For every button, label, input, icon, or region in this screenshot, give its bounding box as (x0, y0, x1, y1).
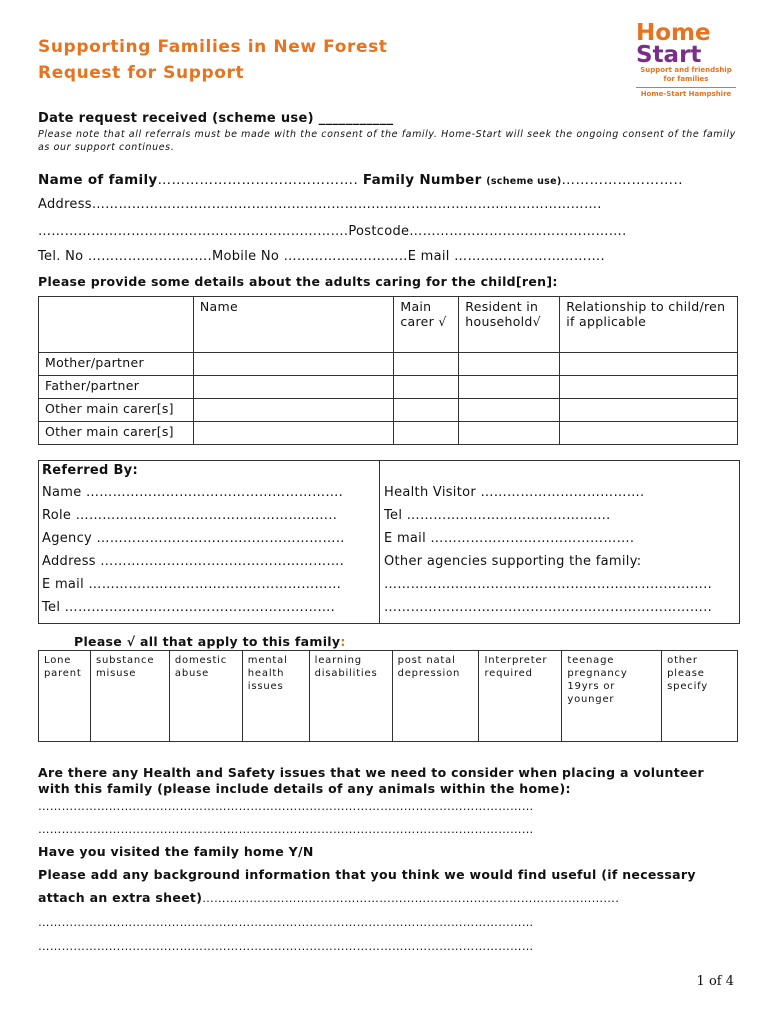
adults-header-resident: Resident in household√ (459, 297, 560, 353)
referrer-address-field[interactable]: Address ………………………………………………. (42, 554, 345, 569)
health-visitor-email-field[interactable]: E mail ………………………………………. (384, 531, 635, 546)
health-visitor-field[interactable]: Health Visitor ………………………………. (384, 485, 645, 500)
needs-heading-text: Please √ all that apply to this family (74, 634, 341, 649)
adults-header-blank (39, 297, 194, 353)
visited-home-question[interactable]: Have you visited the family home Y/N (38, 844, 314, 859)
email-field[interactable]: ……………………………. (454, 249, 605, 264)
family-name-label: Name of family (38, 172, 158, 188)
adult-name-cell[interactable] (193, 399, 394, 422)
background-question: Please add any background information that you think we would find useful (if necessary (38, 867, 696, 882)
health-safety-field-1[interactable]: ……………………………………………………………………………………………………………… (38, 799, 534, 813)
relationship-cell[interactable] (560, 399, 738, 422)
main-carer-cell[interactable] (394, 353, 459, 376)
referrer-name-field[interactable]: Name …………………………………………………. (42, 485, 344, 500)
need-substance-misuse[interactable]: substance misuse (90, 651, 169, 742)
main-carer-cell[interactable] (394, 422, 459, 445)
background-field-2[interactable]: ……………………………………………………………………………………………………………… (38, 915, 534, 929)
title-line-1: Supporting Families in New Forest (38, 37, 388, 57)
other-agencies-field-1[interactable]: ……………………………………………………………….. (384, 577, 713, 592)
main-carer-cell[interactable] (394, 376, 459, 399)
other-agencies-field-2[interactable]: ……………………………………………………………….. (384, 600, 713, 615)
background-row (38, 890, 619, 906)
needs-table (38, 650, 738, 742)
adults-header-main-carer: Main carer √ (394, 297, 459, 353)
need-teenage-pregnancy[interactable]: teenage pregnancy 19yrs or younger (562, 651, 662, 742)
adults-table (38, 296, 738, 445)
background-field-1[interactable]: ……………………………………………………………………………………………. (202, 891, 620, 905)
family-number-scheme-note: (scheme use) (486, 176, 562, 187)
referred-divider (379, 461, 380, 623)
adults-header-relationship: Relationship to child/ren if applicable (560, 297, 738, 353)
needs-heading-colon: : (340, 634, 346, 649)
background-field-3[interactable]: ……………………………………………………………………………………………………………… (38, 939, 534, 953)
health-visitor-tel-field[interactable]: Tel ………………………………………. (384, 508, 611, 523)
need-lone-parent[interactable]: Lone parent (39, 651, 91, 742)
needs-heading (74, 634, 346, 649)
adults-header-name: Name (193, 297, 394, 353)
resident-cell[interactable] (459, 376, 560, 399)
tel-label: Tel. No (38, 249, 84, 264)
referrer-role-field[interactable]: Role ………………………………………………….. (42, 508, 338, 523)
adult-role-label: Other main carer[s] (39, 422, 194, 445)
referrer-tel-field[interactable]: Tel ……………………………………………………. (42, 600, 336, 615)
contact-row (38, 249, 605, 264)
relationship-cell[interactable] (560, 353, 738, 376)
family-number-label: Family Number (362, 172, 482, 188)
other-agencies-label: Other agencies supporting the family: (384, 554, 642, 569)
need-post-natal-depression[interactable]: post natal depression (392, 651, 479, 742)
resident-cell[interactable] (459, 353, 560, 376)
mobile-field[interactable]: ………………..…….. (283, 249, 408, 264)
postcode-label: Postcode (348, 224, 410, 239)
logo-word-home: Home (636, 20, 711, 46)
health-safety-field-2[interactable]: ……………………………………………………………………………………………………………… (38, 822, 534, 836)
table-row (39, 399, 738, 422)
date-received-field[interactable]: Date request received (scheme use) ___________ (38, 111, 394, 126)
adult-name-cell[interactable] (193, 422, 394, 445)
needs-row (39, 651, 738, 742)
adult-role-label: Father/partner (39, 376, 194, 399)
postcode-row (38, 224, 627, 239)
table-row (39, 353, 738, 376)
relationship-cell[interactable] (560, 376, 738, 399)
need-interpreter[interactable]: Interpreter required (479, 651, 562, 742)
adults-header-row (39, 297, 738, 353)
logo-tagline-line-2: for families (663, 75, 709, 83)
need-other[interactable]: other please specify (662, 651, 738, 742)
email-label: E mail (407, 249, 450, 264)
title-line-2: Request for Support (38, 63, 245, 83)
main-carer-cell[interactable] (394, 399, 459, 422)
address-line-2-field[interactable]: ……………………………………………………………. (38, 224, 349, 239)
relationship-cell[interactable] (560, 422, 738, 445)
logo-tagline-line-1: Support and friendship (640, 66, 732, 74)
logo-region: Home-Start Hampshire (640, 90, 732, 98)
mobile-label: Mobile No (211, 249, 280, 264)
health-safety-question: Are there any Health and Safety issues that we need to consider when placing a volunteer with this family (please include details of any animals within the home): (38, 765, 705, 796)
family-name-field[interactable]: ……………………………………. (157, 172, 359, 188)
need-mental-health[interactable]: mental health issues (242, 651, 309, 742)
logo-divider (636, 87, 736, 88)
address-field[interactable]: Address……………………………………………………………………………………………………. (38, 197, 602, 212)
logo-word-start: Start (636, 42, 702, 68)
need-learning-disabilities[interactable]: learning disabilities (309, 651, 392, 742)
tel-field[interactable]: ………………………. (87, 249, 212, 264)
background-question-cont: attach an extra sheet) (38, 890, 203, 905)
need-domestic-abuse[interactable]: domestic abuse (169, 651, 242, 742)
home-start-logo (636, 22, 736, 98)
page-number: 1 of 4 (696, 974, 734, 989)
logo-tagline (636, 66, 736, 84)
family-name-row (38, 172, 683, 188)
referrer-email-field[interactable]: E mail ………………………………………………… (42, 577, 342, 592)
referrer-agency-field[interactable]: Agency ……………………………………………….. (42, 531, 345, 546)
resident-cell[interactable] (459, 399, 560, 422)
family-number-field[interactable]: …………………….. (561, 172, 684, 188)
consent-note: Please note that all referrals must be made with the consent of the family. Home-Start will seek the ongoing consent of the family as our support continues. (38, 129, 736, 153)
resident-cell[interactable] (459, 422, 560, 445)
adult-role-label: Other main carer[s] (39, 399, 194, 422)
table-row (39, 376, 738, 399)
table-row (39, 422, 738, 445)
adult-role-label: Mother/partner (39, 353, 194, 376)
postcode-field[interactable]: …………………………………………. (409, 224, 627, 239)
referred-by-box (38, 460, 740, 624)
adults-heading: Please provide some details about the adults caring for the child[ren]: (38, 274, 558, 289)
referred-by-heading: Referred By: (42, 463, 138, 478)
adult-name-cell[interactable] (193, 376, 394, 399)
form-title (38, 34, 388, 86)
adult-name-cell[interactable] (193, 353, 394, 376)
